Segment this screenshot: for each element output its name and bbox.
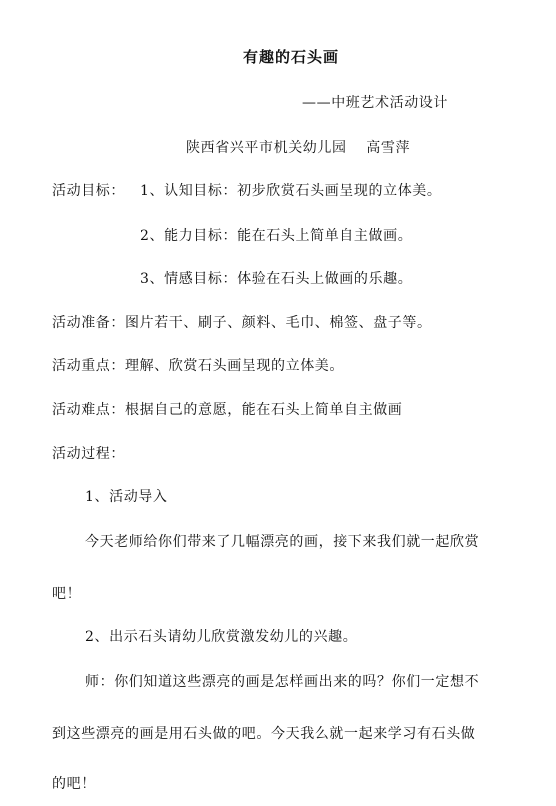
key-point-line: 活动重点：理解、欣赏石头画呈现的立体美。 (52, 358, 344, 374)
step2-text-line2: 到这些漂亮的画是用石头做的吧。今天我么就一起来学习有石头做 (52, 726, 476, 742)
step2-text-line3: 的吧！ (52, 776, 96, 792)
step1-title: 1、活动导入 (85, 489, 168, 505)
step2-title: 2、出示石头请幼儿欣赏激发幼儿的兴趣。 (85, 629, 358, 645)
goal-item-cognitive: 1、认知目标：初步欣赏石头画呈现的立体美。 (140, 183, 442, 199)
step2-text-line1: 师：你们知道这些漂亮的画是怎样画出来的吗？你们一定想不 (85, 674, 480, 690)
step1-text-line1: 今天老师给你们带来了几幅漂亮的画，接下来我们就一起欣赏 (85, 534, 480, 550)
goal-item-ability: 2、能力目标：能在石头上简单自主做画。 (140, 228, 413, 244)
document-subtitle: ——中班艺术活动设计 (302, 95, 448, 111)
process-label: 活动过程： (52, 446, 125, 462)
difficulty-line: 活动难点：根据自己的意愿，能在石头上简单自主做画 (52, 402, 403, 418)
goals-label: 活动目标： (52, 183, 125, 199)
preparation-line: 活动准备：图片若干、刷子、颜料、毛巾、棉签、盘子等。 (52, 315, 432, 331)
document-title: 有趣的石头画 (243, 48, 340, 66)
goal-item-emotion: 3、情感目标：体验在石头上做画的乐趣。 (140, 271, 413, 287)
step1-text-line2: 吧！ (52, 586, 82, 602)
author-line: 陕西省兴平市机关幼儿园 高雪萍 (186, 140, 411, 156)
